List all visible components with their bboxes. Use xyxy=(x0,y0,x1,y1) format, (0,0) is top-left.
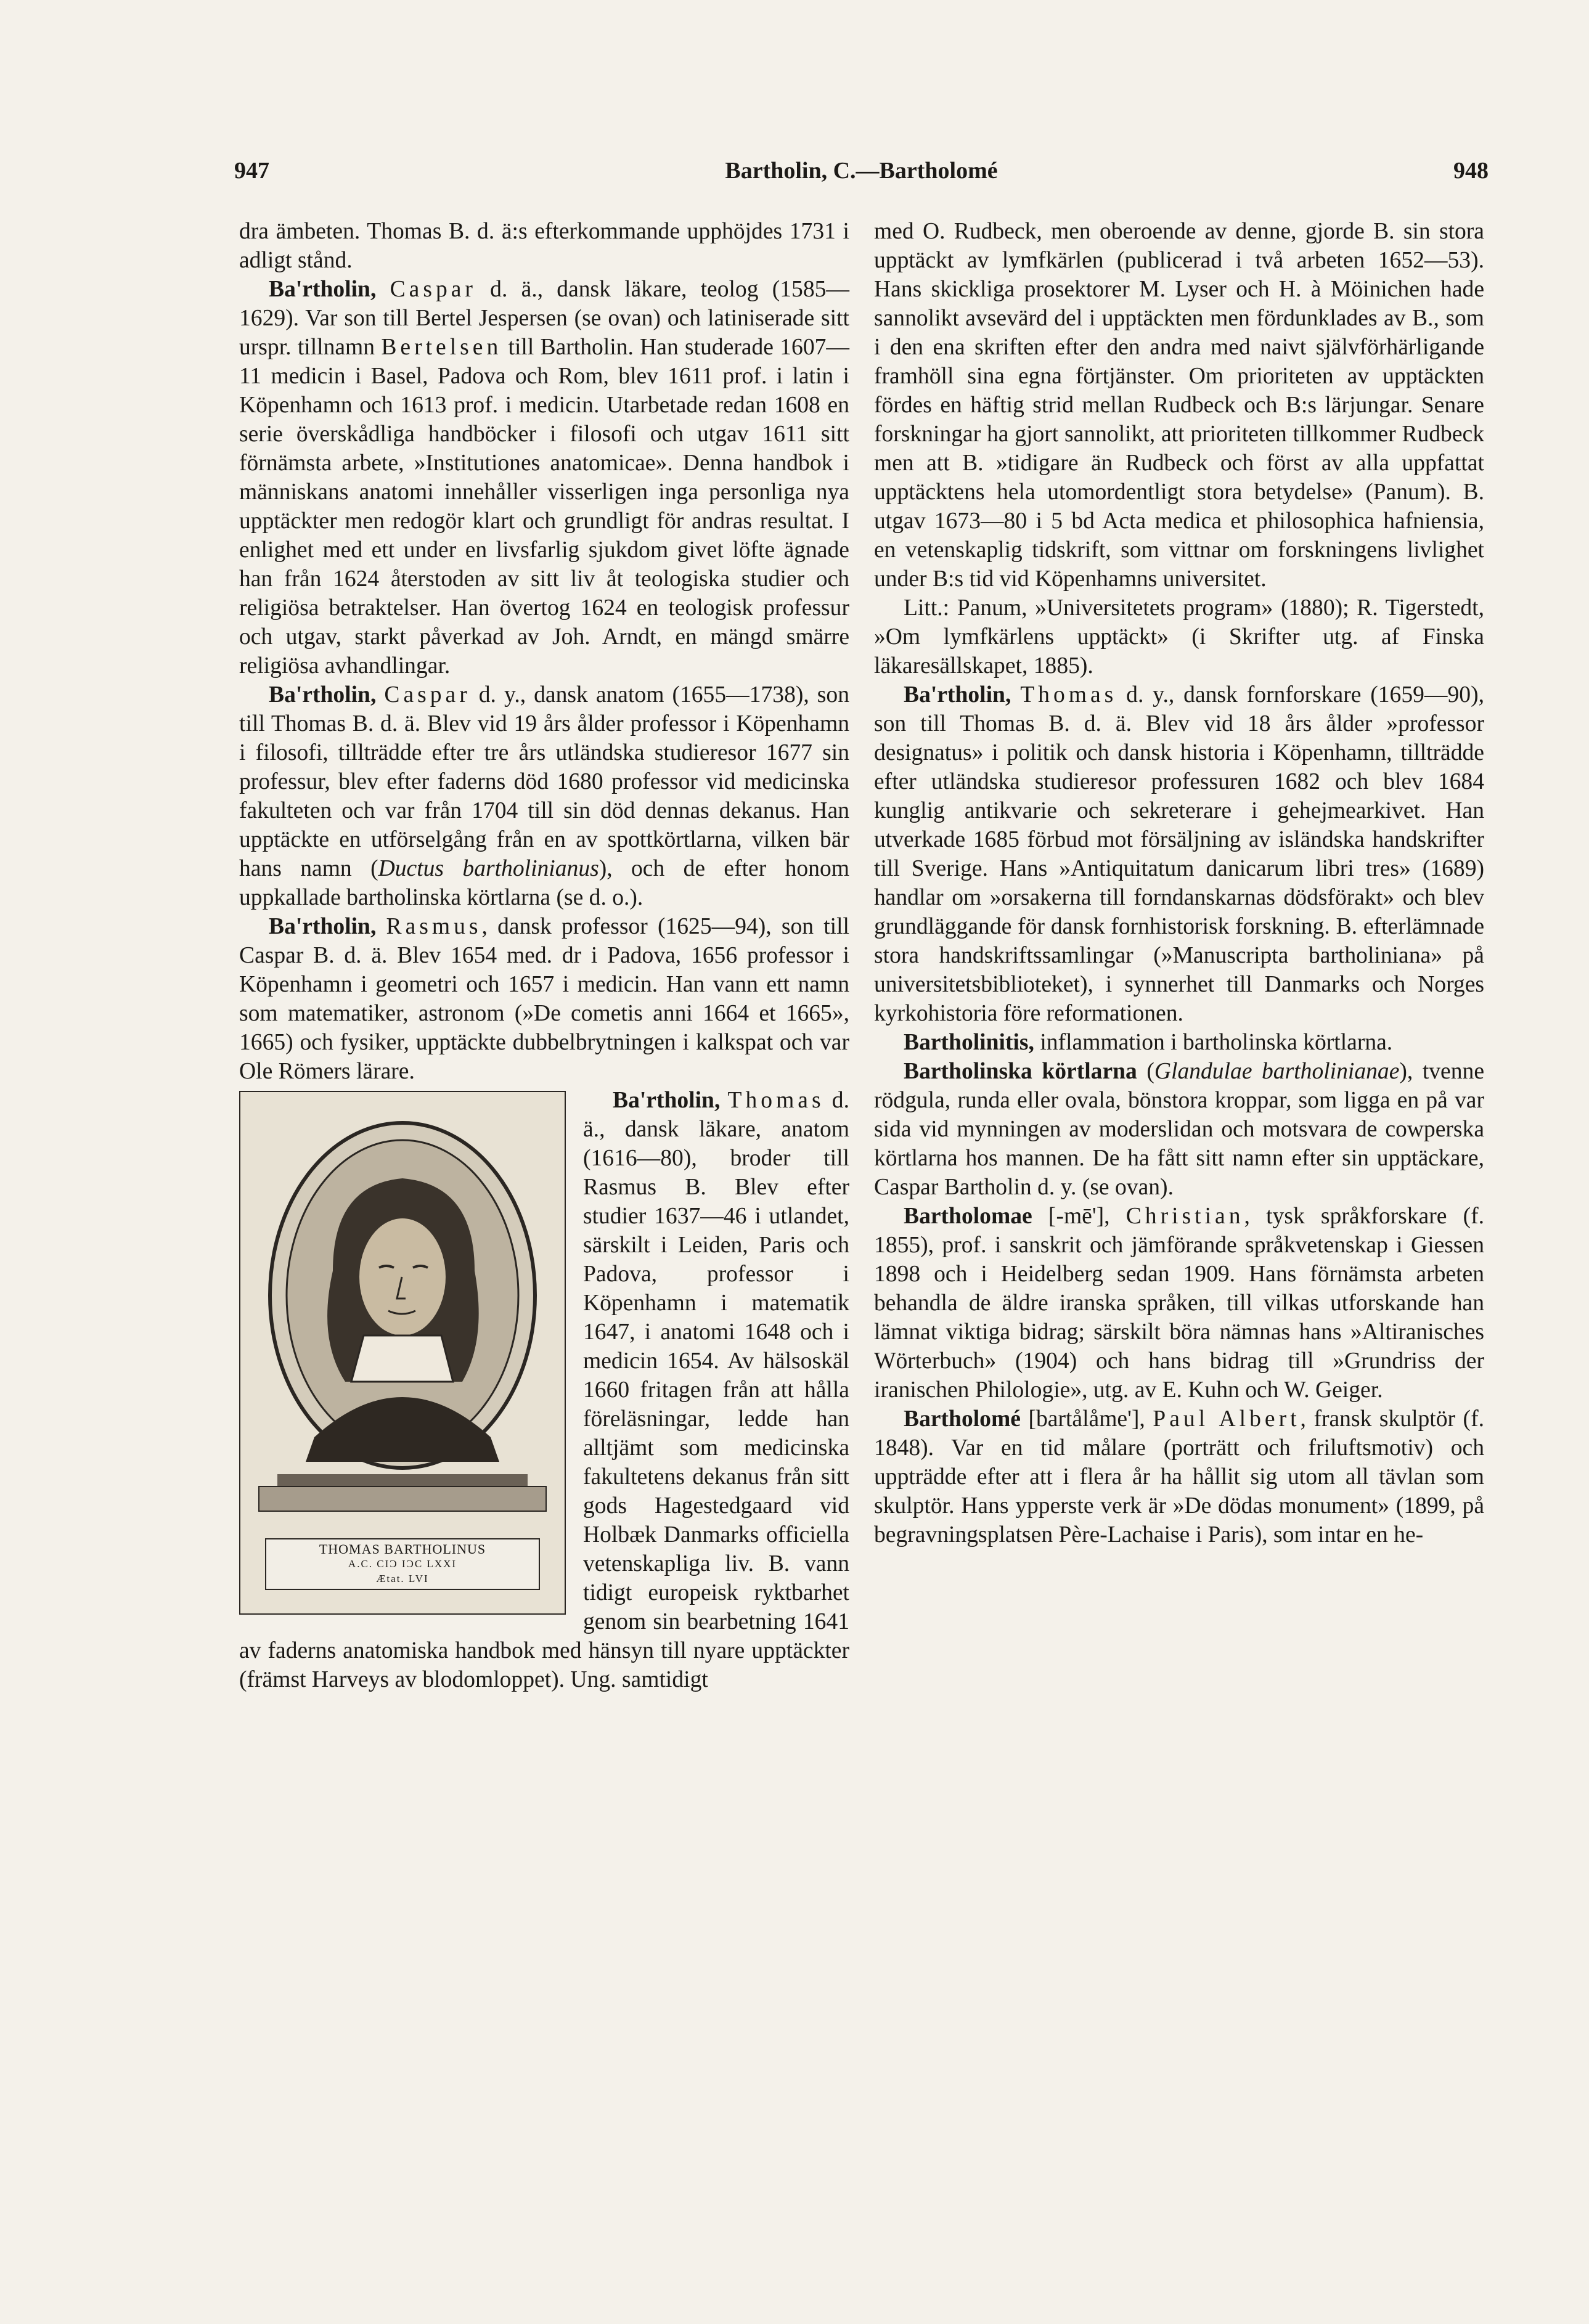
entry-text: ), tvenne rödgula, runda eller ovala, bönstora kroppar, som ligga en på var sida vid mynningen av moderslidan och motsvara de cowperska körtlarna hos mannen. De ha fått sitt namn efter sin upptäckare, Caspar Bartholin d. y. (se ovan). xyxy=(874,1059,1484,1200)
right-column xyxy=(874,217,1484,1549)
entry-spaced-name: Bertelsen xyxy=(381,335,502,360)
entry-rasmus xyxy=(239,912,849,1086)
entry-text: , fransk skulptör (f. 1848). Var en tid målare (porträtt och friluftsmotiv) och uppträdde efter att i flera år ha hållit sig utom all tävlan som skulptör. Hans ypperste verk är »De dödas monument» (1899, på begravningsplatsen Père-Lachaise i Paris), som intar en he- xyxy=(874,1406,1484,1547)
caption-name: THOMAS BARTHOLINUS xyxy=(319,1541,486,1557)
entry-latin-term: Ductus bartholinianus xyxy=(378,856,599,881)
entry-given-name: Caspar xyxy=(384,682,471,707)
right-page-number: 948 xyxy=(1453,158,1489,184)
entry-bartholomae xyxy=(874,1202,1484,1405)
literature-note: Litt.: Panum, »Universitetets program» (1880); R. Tigerstedt, »Om lymfkärlens upptäckt» (i Skrifter utg. af Finska läkaresällskapet, 1885). xyxy=(874,595,1484,679)
entry-text: , dansk professor (1625—94), son till Caspar B. d. ä. Blev 1654 med. dr i Padova, 1656 professor i Köpenhamn i geometri och 1657 i medicin. Han vann ett namn som matematiker, astronom (»De cometis anni 1664 et 1665», 1665) och fysiker, upptäckte dubbelbrytningen i kalkspat och var Ole Römers lärare. xyxy=(239,914,849,1084)
continued-paragraph: med O. Rudbeck, men oberoende av denne, gjorde B. sin stora upptäckt av lymfkärlen (publicerad i två arbeten 1652—53). Hans skickliga prosektorer M. Lyser och H. à Möinichen hade sannolikt avsevärd del i upptäckten men fördunklades av B., som i den ena skriften efter den andra med naivt självförhärligande framhöll sina egna förtjänster. Om prioriteten av upptäckten fördes en häftig strid mellan Rudbeck och B:s lärjungar. Senare forskningar ha gjort sannolikt, att prioriteten tillkommer Rudbeck men att B. »tidigare än Rudbeck och först av alla uppfattat upptäcktens hela utomordentligt stora betydelse» (Panum). B. utgav 1673—80 i 5 bd Acta medica et philosophica hafniensia, en vetenskaplig tidskrift, som vittnar om forskningens livlighet under B:s tid vid Köpenhamns universitet. xyxy=(874,219,1484,592)
entry-text: d. ä., dansk läkare, anatom (1616—80), broder till Rasmus B. Blev efter studier 1637—46 i utlandet, särskilt i Leiden, Paris och Padova, professor i Köpenhamn i matematik 1647, i anatomi 1648 och i medicin 1654. Av hälsoskäl 1660 fritagen från att hålla föreläsningar, ledde han alltjämt som medicinska fakultetens dekanus från sitt gods Hagestedgaard vid Holbæk Danmarks officiella vetenskapliga liv. B. vann tidigt europeisk ryktbarhet genom sin bearbetning 1641 av faderns anatomiska handbok med hänsyn till nyare upptäckter (främst Harveys av blodomloppet). Ung. samtidigt xyxy=(239,1088,849,1692)
caption-year: A.C. CIƆ IƆC LXXI xyxy=(348,1558,457,1570)
entry-text: till Bartholin. Han studerade 1607—11 medicin i Basel, Padova och Rom, blev 1611 prof. i latin i Köpenhamn och 1613 prof. i medicin. Utarbetade redan 1608 en serie överskådliga handböcker i filosofi och utgav 1611 sitt förnämsta arbete, »Institutiones anatomicae». Denna handbok i människans anatomi innehåller visserligen inga personliga nya upptäckter men redogör klart och grundligt för andras resultat. I enlighet med ett under en livsfarlig sjukdom givet löfte ägnade han från 1624 återstoden av sitt liv åt teologiska studier och religiösa betraktelser. Han övertog 1624 en teologisk professur och utgav, starkt påverkad av Joh. Arndt, en mängd smärre religiösa avhandlingar. xyxy=(239,335,849,679)
entry-headword: Ba'rtholin, xyxy=(904,682,1011,707)
entry-bartholome xyxy=(874,1405,1484,1549)
caption-age: Ætat. LVI xyxy=(376,1573,429,1584)
entry-given-name: Paul Albert xyxy=(1153,1406,1301,1432)
entry-headword: Bartholinitis, xyxy=(904,1030,1034,1055)
entry-caspar-younger xyxy=(239,680,849,912)
entry-text: ), och de efter honom uppkallade bartholinska körtlarna (se d. o.). xyxy=(239,856,849,910)
entry-headword: Bartholomae xyxy=(904,1204,1032,1229)
entry-headword: Ba'rtholin, xyxy=(269,277,377,302)
entry-headword: Ba'rtholin, xyxy=(613,1088,721,1113)
portrait-engraving xyxy=(239,1091,566,1615)
entry-text: d. y., dansk anatom (1655—1738), son till Thomas B. d. ä. Blev vid 19 års ålder professor i Köpenhamn i filosofi, tillträdde efter tre års utländska studieresor 1677 sin professur, blev efter faderns död 1680 professor vid medicinska fakulteten och var från 1704 till sin död dennas dekanus. Han upptäckte en utförselgång från en av spottkörtlarna, vilken bär hans namn ( xyxy=(239,682,849,881)
entry-headword: Bartholomé xyxy=(904,1406,1021,1432)
entry-text: , tysk språkforskare (f. 1855), prof. i sanskrit och jämförande språkvetenskap i Giessen 1898 och i Heidelberg sedan 1909. Hans förnämsta arbeten behandla de äldre iranska språken, till vilkas utforskande han lämnat viktiga bidrag; särskilt böra nämnas hans »Altiranisches Wörterbuch» (1904) och hans bidrag till »Grundriss der iranischen Philologie», utg. av E. Kuhn och W. Geiger. xyxy=(874,1204,1485,1403)
entry-bartholinitis xyxy=(874,1028,1484,1057)
entry-headword: Ba'rtholin, xyxy=(269,682,377,707)
page-header xyxy=(234,157,1489,194)
entry-given-name: Christian xyxy=(1125,1204,1244,1229)
running-title: Bartholin, C.—Bartholomé xyxy=(725,158,998,184)
entry-bartholinska-kortlarna xyxy=(874,1057,1484,1202)
entry-text: [-mē'], xyxy=(1032,1204,1126,1229)
entry-given-name: Rasmus xyxy=(386,914,482,939)
entry-text: d. ä., dansk läkare, teolog (1585—1629). Var son till Bertel Jespersen (se ovan) och latiniserade sitt urspr. tillnamn xyxy=(239,277,849,360)
portrait-image xyxy=(240,1092,565,1613)
left-page-number: 947 xyxy=(234,158,269,184)
entry-thomas-younger xyxy=(874,680,1484,1028)
entry-text: ( xyxy=(1137,1059,1154,1084)
entry-headword: Ba'rtholin, xyxy=(269,914,377,939)
entry-latin-term: Glandulae bartholinianae xyxy=(1154,1059,1400,1084)
entry-given-name: Thomas xyxy=(727,1088,825,1113)
entry-text: inflammation i bartholinska körtlarna. xyxy=(1034,1030,1393,1055)
entry-text: d. y., dansk fornforskare (1659—90), son till Thomas B. d. ä. Blev vid 18 års ålder »professor designatus» i politik och dansk historia i Köpenhamn, tillträdde efter utländska studieresor professuren 1682 och blev 1684 kunglig antikvarie och sekreterare i gehejmearkivet. Han utverkade 1685 förbud mot försäljning av isländska handskrifter till Sverige. Hans »Antiquitatum danicarum libri tres» (1689) handlar om »orsakerna till forndanskarnas dödsförakt» och blev grundläggande för dansk fornhistorisk forskning. B. efterlämnade stora handskriftssamlingar (»Manuscripta bartholiniana» på universitetsbiblioteket), i synnerhet till Danmarks och Norges kyrkohistoria före reformationen. xyxy=(874,682,1484,1026)
portrait-caption xyxy=(265,1538,540,1590)
continued-paragraph: dra ämbeten. Thomas B. d. ä:s efterkommande upphöjdes 1731 i adligt stånd. xyxy=(239,219,849,273)
entry-headword: Bartholinska körtlarna xyxy=(904,1059,1137,1084)
entry-given-name: Thomas xyxy=(1020,682,1117,707)
entry-given-name: Caspar xyxy=(390,277,476,302)
left-column xyxy=(239,217,849,1694)
entry-text: [bartålåme'], xyxy=(1020,1406,1153,1432)
entry-caspar-elder xyxy=(239,275,849,680)
